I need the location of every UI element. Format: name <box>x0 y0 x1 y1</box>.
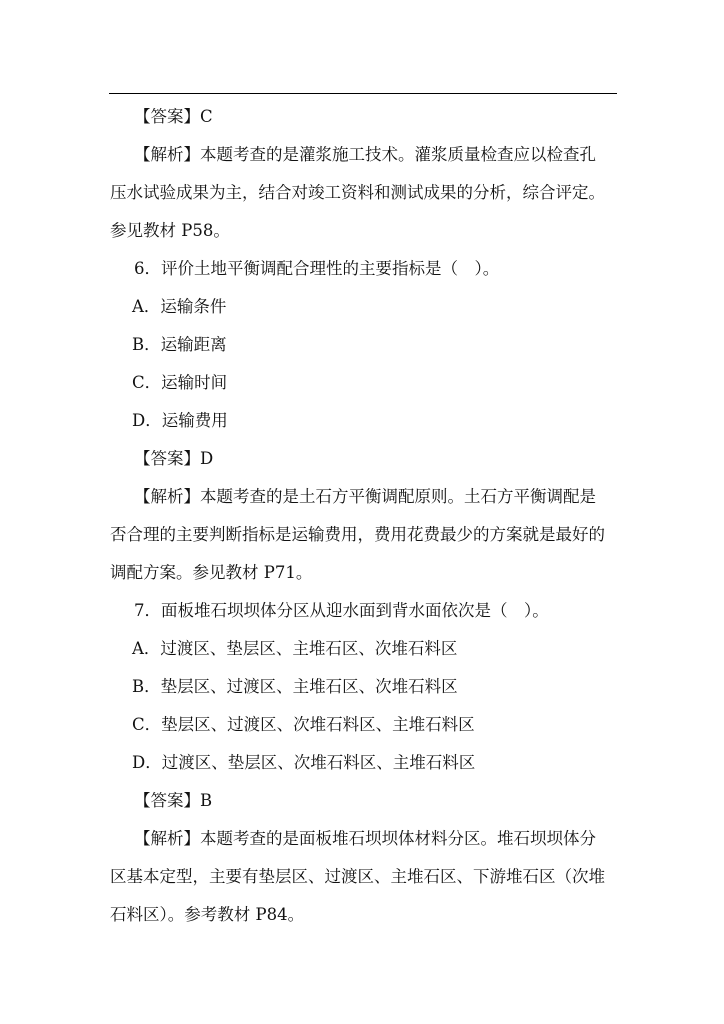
option-q6-d: D．运输费用 <box>132 411 228 430</box>
option-q7-c: C．垫层区、过渡区、次堆石料区、主堆石料区 <box>132 715 475 734</box>
option-q6-b: B．运输距离 <box>132 335 227 354</box>
option-q7-a: A．过渡区、垫层区、主堆石区、次堆石料区 <box>132 639 458 658</box>
option-q7-d: D．过渡区、垫层区、次堆石料区、主堆石料区 <box>132 753 476 772</box>
question-7: 7．面板堆石坝坝体分区从迎水面到背水面依次是（ ）。 <box>134 601 549 620</box>
analysis-q7-line2: 区基本定型，主要有垫层区、过渡区、主堆石区、下游堆石区（次堆 <box>110 867 605 886</box>
question-6: 6．评价土地平衡调配合理性的主要指标是（ ）。 <box>134 259 500 278</box>
analysis-q5-line3: 参见教材 P58。 <box>110 221 230 240</box>
analysis-q5-line1: 【解析】本题考查的是灌浆施工技术。灌浆质量检查应以检查孔 <box>134 145 596 164</box>
answer-q7: 【答案】B <box>134 791 213 810</box>
answer-q6: 【答案】D <box>134 449 214 468</box>
answer-q5: 【答案】C <box>134 107 213 126</box>
analysis-q6-line2: 否合理的主要判断指标是运输费用，费用花费最少的方案就是最好的 <box>110 525 605 544</box>
analysis-q5-line2: 压水试验成果为主，结合对竣工资料和测试成果的分析，综合评定。 <box>110 183 605 202</box>
analysis-q7-line3: 石料区）。参考教材 P84。 <box>110 905 305 924</box>
analysis-q6-line1: 【解析】本题考查的是土石方平衡调配原则。土石方平衡调配是 <box>134 487 596 506</box>
analysis-q6-line3: 调配方案。参见教材 P71。 <box>110 563 313 582</box>
header-rule <box>109 93 617 94</box>
option-q7-b: B．垫层区、过渡区、主堆石区、次堆石料区 <box>132 677 458 696</box>
option-q6-c: C．运输时间 <box>132 373 228 392</box>
document-body <box>110 98 620 934</box>
option-q6-a: A．运输条件 <box>132 297 227 316</box>
analysis-q7-line1: 【解析】本题考查的是面板堆石坝坝体材料分区。堆石坝坝体分 <box>134 829 596 848</box>
